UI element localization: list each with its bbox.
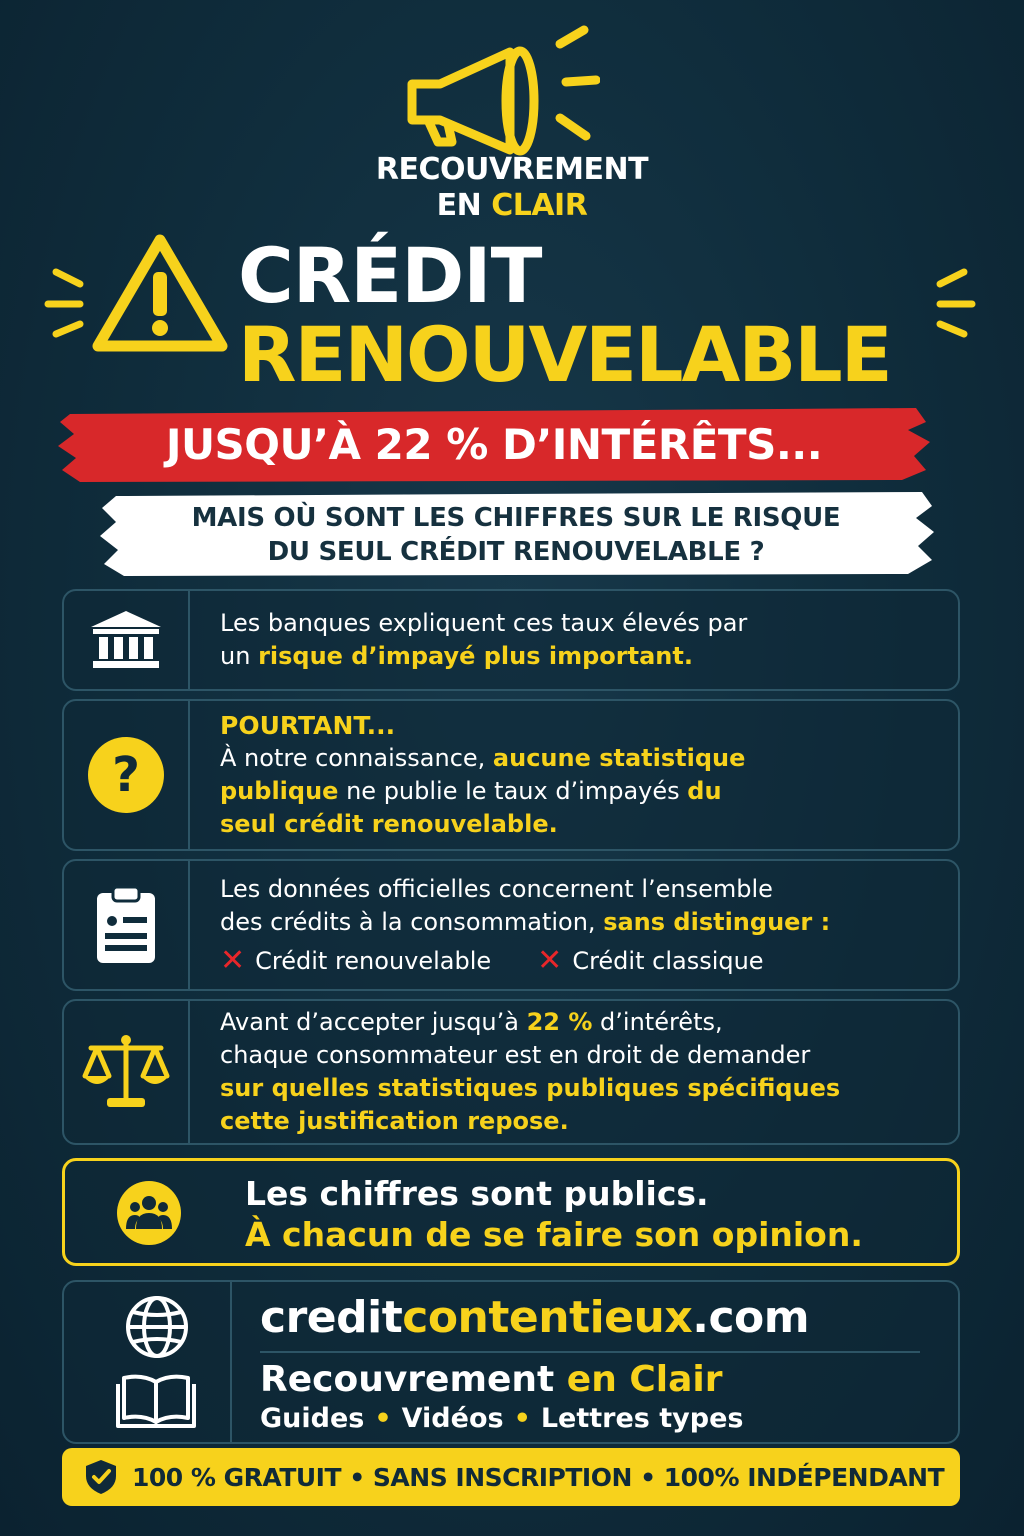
box2-l1-a: À notre connaissance,	[220, 744, 493, 772]
box1-line2	[220, 640, 938, 673]
rays-right-icon	[930, 262, 980, 342]
box4-line2: chaque consommateur est en droit de demander	[220, 1041, 811, 1069]
public-figures-box	[62, 1158, 960, 1266]
icon-cell	[64, 1001, 190, 1143]
clipboard-icon	[95, 885, 157, 965]
box2-l2-c: du	[687, 777, 722, 805]
question-icon	[86, 735, 166, 815]
resource-links	[260, 1402, 743, 1436]
box5-line2: À chacun de se faire son opinion.	[245, 1215, 863, 1254]
megaphone-icon	[400, 22, 600, 162]
icon-cell	[64, 591, 190, 689]
info-box-pourtant	[62, 699, 960, 851]
title-line1: CRÉDIT	[238, 231, 542, 320]
cross-icon: ✕	[537, 943, 563, 978]
box3-line2-a: des crédits à la consommation,	[220, 907, 604, 936]
box4-line3: sur quelles statistiques publiques spécifiques	[220, 1074, 841, 1102]
box1-line1: Les banques expliquent ces taux élevés par	[220, 609, 748, 637]
separator-dot: •	[513, 1403, 531, 1434]
site-part-b: contentieux	[402, 1292, 693, 1343]
title-line2: RENOUVELABLE	[238, 310, 891, 399]
box4-l1-b: 22 %	[526, 1008, 593, 1036]
info-box-data	[62, 859, 960, 991]
recouvrement-title	[260, 1358, 723, 1402]
box1-line2-a: un	[220, 642, 259, 670]
website-link[interactable]	[260, 1288, 809, 1348]
box3-text	[220, 861, 938, 989]
brand-line2-b: CLAIR	[491, 188, 588, 223]
box2-l1-b: aucune statistique	[492, 744, 746, 772]
vertical-divider	[230, 1282, 232, 1442]
list-item: Crédit classique	[572, 946, 764, 975]
footer-banner	[62, 1448, 960, 1506]
rec-part-b: en	[566, 1359, 630, 1400]
box4-line4: cette justification repose.	[220, 1107, 569, 1135]
horizontal-divider	[260, 1351, 920, 1353]
link-videos[interactable]: Vidéos	[401, 1403, 504, 1434]
box1-highlight: risque d’impayé plus important.	[258, 642, 693, 670]
white-banner-line1: MAIS OÙ SONT LES CHIFFRES SUR LE RISQUE	[191, 503, 841, 533]
white-banner-line2: DU SEUL CRÉDIT RENOUVELABLE ?	[267, 537, 765, 567]
people-icon	[126, 1193, 172, 1233]
box3-list	[220, 945, 938, 978]
svg-text:?: ?	[112, 747, 140, 803]
icon-cell	[64, 701, 190, 849]
scales-icon	[79, 1032, 173, 1112]
box4-text	[220, 1001, 938, 1143]
red-banner-text: JUSQU’À 22 % D’INTÉRÊTS...	[165, 419, 823, 469]
bank-icon	[89, 609, 163, 671]
book-icon	[116, 1372, 196, 1430]
box2-l2-a: publique	[220, 777, 339, 805]
separator-dot: •	[374, 1403, 392, 1434]
rec-part-c: Clair	[629, 1359, 723, 1400]
globe-icon	[124, 1294, 190, 1360]
cross-icon: ✕	[220, 943, 246, 978]
box2-line1	[220, 742, 938, 775]
link-guides[interactable]: Guides	[260, 1403, 365, 1434]
info-box-banks	[62, 589, 960, 691]
box3-line2	[220, 906, 938, 939]
box2-text	[220, 701, 938, 849]
brand-line2	[0, 188, 1024, 224]
site-part-a: credit	[260, 1292, 403, 1343]
rec-part-a: Recouvrement	[260, 1359, 567, 1400]
footer-text: 100 % GRATUIT • SANS INSCRIPTION • 100% INDÉPENDANT	[132, 1462, 945, 1492]
list-item: Crédit renouvelable	[255, 946, 492, 975]
site-part-c: .com	[692, 1292, 810, 1343]
brand-logo-text	[0, 152, 1024, 224]
brand-line2-a: EN	[436, 188, 492, 223]
box5-line1: Les chiffres sont publics.	[245, 1174, 709, 1213]
box2-l2-b: ne publie le taux d’impayés	[338, 777, 688, 805]
brand-line1: RECOUVREMENT	[375, 152, 649, 187]
box2-heading: POURTANT...	[220, 711, 396, 740]
people-icon-circle	[117, 1181, 181, 1245]
box3-line2-b: sans distinguer :	[603, 907, 831, 936]
warning-icon	[90, 232, 230, 356]
shield-check-icon	[84, 1458, 118, 1496]
box5-text	[245, 1173, 863, 1255]
box3-line1: Les données officielles concernent l’ensemble	[220, 874, 773, 903]
box2-line2	[220, 775, 938, 808]
white-banner-text	[96, 492, 936, 578]
link-letters[interactable]: Lettres types	[540, 1403, 744, 1434]
rays-left-icon	[40, 262, 90, 342]
box4-l1-a: Avant d’accepter jusqu’à	[220, 1008, 527, 1036]
box1-text	[220, 591, 938, 689]
info-box-rights	[62, 999, 960, 1145]
box2-line3: seul crédit renouvelable.	[220, 810, 558, 838]
box4-l1-c: d’intérêts,	[592, 1008, 723, 1036]
icon-cell	[64, 861, 190, 989]
website-box	[62, 1280, 960, 1444]
box4-line1	[220, 1006, 938, 1039]
